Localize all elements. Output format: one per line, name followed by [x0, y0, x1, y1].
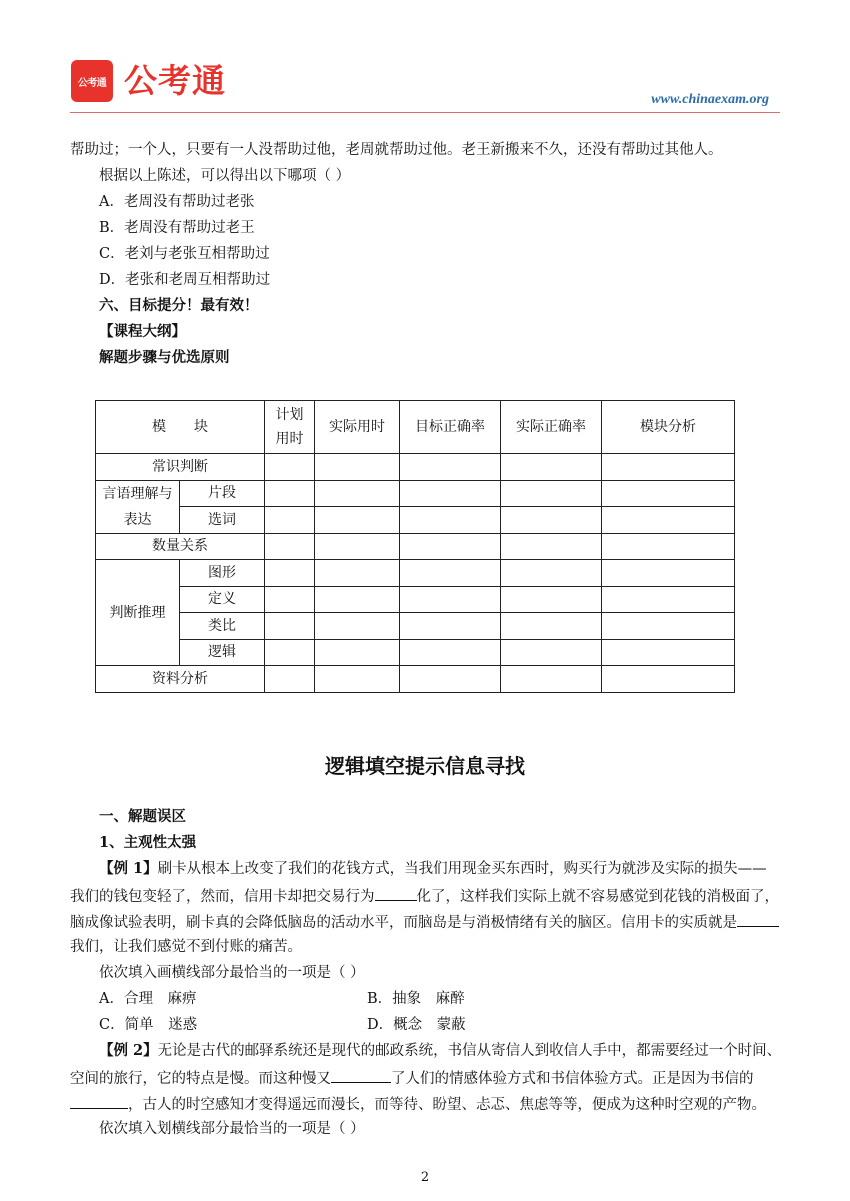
- cell[interactable]: [602, 586, 735, 613]
- section6-subheading: 解题步骤与优选原则: [99, 349, 230, 366]
- example2-line1: [99, 1040, 819, 1062]
- row-reasoning-analogy: 类比: [180, 613, 265, 640]
- example1-line2: [70, 884, 790, 908]
- cell[interactable]: [315, 507, 400, 534]
- example2-line3: [70, 1092, 790, 1116]
- row-verbal-word: 选词: [180, 507, 265, 534]
- row-reasoning-definition: 定义: [180, 586, 265, 613]
- example1-label: 【例 1】: [99, 860, 158, 877]
- example1-text3: 脑成像试验表明，刷卡真的会降低脑岛的活动水平，而脑岛是与消极情绪有关的脑区。信用卡的实质就是: [70, 915, 737, 931]
- example1-option-a: A．合理 麻痹: [99, 991, 197, 1007]
- cell[interactable]: [315, 639, 400, 666]
- cell[interactable]: [501, 507, 602, 534]
- blank-4[interactable]: [70, 1092, 128, 1109]
- example1-line4: 我们，让我们感觉不到付账的痛苦。: [70, 939, 302, 955]
- cell[interactable]: [602, 666, 735, 693]
- cell[interactable]: [315, 560, 400, 587]
- example1-options-row1: [99, 988, 819, 1010]
- course-outline-label: 【课程大纲】: [99, 323, 186, 340]
- section1-heading: 一、解题误区: [99, 808, 186, 825]
- row-data-analysis: 资料分析: [96, 666, 265, 693]
- cell[interactable]: [400, 639, 501, 666]
- cell[interactable]: [400, 666, 501, 693]
- header-plan-time: [265, 401, 315, 454]
- page-title: 逻辑填空提示信息寻找: [325, 754, 525, 778]
- header-actual-accuracy: 实际正确率: [501, 401, 602, 454]
- row-quantitative: 数量关系: [96, 533, 265, 560]
- example2-text3: ，古人的时空感知才变得遥远而漫长，而等待、盼望、忐忑、焦虑等等，便成为这种时空观的产物。: [128, 1097, 766, 1113]
- cell[interactable]: [315, 666, 400, 693]
- example1-option-c: C．简单 迷惑: [99, 1017, 198, 1033]
- page-number: 2: [420, 1170, 430, 1185]
- example1-text1: 刷卡从根本上改变了我们的花钱方式，当我们用现金买东西时，购买行为就涉及实际的损失——: [157, 861, 767, 877]
- header-target-accuracy: 目标正确率: [400, 401, 501, 454]
- cell[interactable]: [501, 533, 602, 560]
- cell[interactable]: [602, 533, 735, 560]
- cell[interactable]: [400, 586, 501, 613]
- example2-text2a: 空间的旅行，它的特点是慢。而这种慢又: [70, 1071, 331, 1087]
- cell[interactable]: [602, 639, 735, 666]
- example1-line1: [99, 858, 819, 880]
- cell[interactable]: [315, 586, 400, 613]
- cell[interactable]: [265, 666, 315, 693]
- example1-text2a: 我们的钱包变轻了，然而，信用卡却把交易行为: [70, 889, 375, 905]
- website-url[interactable]: www.chinaexam.org: [651, 92, 769, 107]
- example2-text2b: 了人们的情感体验方式和书信体验方式。正是因为书信的: [391, 1071, 754, 1087]
- example1-option-b: B．抽象 麻醉: [367, 991, 465, 1007]
- cell[interactable]: [501, 613, 602, 640]
- example1-option-d: D．概念 蒙蔽: [367, 1017, 466, 1033]
- cell[interactable]: [602, 560, 735, 587]
- cell[interactable]: [265, 639, 315, 666]
- section1-sub: 1、主观性太强: [99, 834, 197, 851]
- header-divider: [70, 112, 780, 113]
- cell[interactable]: [400, 480, 501, 507]
- example2-line2: [70, 1066, 790, 1090]
- cell[interactable]: [501, 480, 602, 507]
- cell[interactable]: [602, 480, 735, 507]
- intro-option-b: B．老周没有帮助过老王: [99, 220, 255, 236]
- intro-line: 帮助过；一个人，只要有一人没帮助过他，老周就帮助过他。老王新搬来不久，还没有帮助过其他人。: [70, 142, 723, 158]
- example2-text1: 无论是古代的邮驿系统还是现代的邮政系统，书信从寄信人到收信人手中，都需要经过一个时间、: [157, 1043, 782, 1059]
- cell[interactable]: [501, 586, 602, 613]
- example1-question: 依次填入画横线部分最恰当的一项是（ ）: [99, 965, 365, 981]
- blank-3[interactable]: [331, 1066, 391, 1083]
- cell[interactable]: [265, 507, 315, 534]
- intro-question: 根据以上陈述，可以得出以下哪项（ ）: [99, 168, 351, 184]
- cell[interactable]: [265, 533, 315, 560]
- logo-text: 公考通: [124, 61, 226, 100]
- cell[interactable]: [265, 454, 315, 481]
- row-reasoning-logic: 逻辑: [180, 639, 265, 666]
- cell[interactable]: [265, 586, 315, 613]
- row-verbal: [96, 480, 180, 533]
- header-plan-time-text: 计划用时: [275, 407, 304, 447]
- cell[interactable]: [400, 533, 501, 560]
- intro-option-a: A．老周没有帮助过老张: [99, 194, 255, 210]
- header-actual-time: 实际用时: [315, 401, 400, 454]
- cell[interactable]: [501, 560, 602, 587]
- cell[interactable]: [315, 613, 400, 640]
- intro-option-c: C．老刘与老张互相帮助过: [99, 246, 270, 262]
- row-verbal-passage: 片段: [180, 480, 265, 507]
- cell[interactable]: [602, 507, 735, 534]
- row-verbal-text: 言语理解与表达: [102, 485, 173, 528]
- cell[interactable]: [315, 480, 400, 507]
- blank-2[interactable]: [737, 910, 779, 927]
- cell[interactable]: [400, 560, 501, 587]
- cell[interactable]: [315, 454, 400, 481]
- row-reasoning: 判断推理: [96, 560, 180, 666]
- example2-question: 依次填入划横线部分最恰当的一项是（ ）: [99, 1121, 365, 1137]
- cell[interactable]: [501, 666, 602, 693]
- plan-table: [95, 400, 735, 693]
- blank-1[interactable]: [375, 884, 417, 901]
- cell[interactable]: [400, 507, 501, 534]
- cell[interactable]: [265, 560, 315, 587]
- cell[interactable]: [265, 480, 315, 507]
- cell[interactable]: [501, 454, 602, 481]
- cell[interactable]: [400, 454, 501, 481]
- example1-text2b: 化了，这样我们实际上就不容易感觉到花钱的消极面了，: [416, 889, 779, 905]
- cell[interactable]: [400, 613, 501, 640]
- row-common-sense: 常识判断: [96, 454, 265, 481]
- cell[interactable]: [265, 613, 315, 640]
- example1-options-row2: [99, 1014, 819, 1036]
- cell[interactable]: [315, 533, 400, 560]
- cell[interactable]: [602, 454, 735, 481]
- example1-line3: [70, 910, 790, 934]
- logo-mark: 公考通: [71, 60, 113, 102]
- intro-option-d: D．老张和老周互相帮助过: [99, 272, 271, 288]
- example2-label: 【例 2】: [99, 1042, 158, 1059]
- header-module-analysis: 模块分析: [602, 401, 735, 454]
- cell[interactable]: [501, 639, 602, 666]
- section6-heading: 六、目标提分！最有效！: [99, 297, 259, 314]
- row-reasoning-figure: 图形: [180, 560, 265, 587]
- header-module: 模 块: [96, 401, 265, 454]
- cell[interactable]: [602, 613, 735, 640]
